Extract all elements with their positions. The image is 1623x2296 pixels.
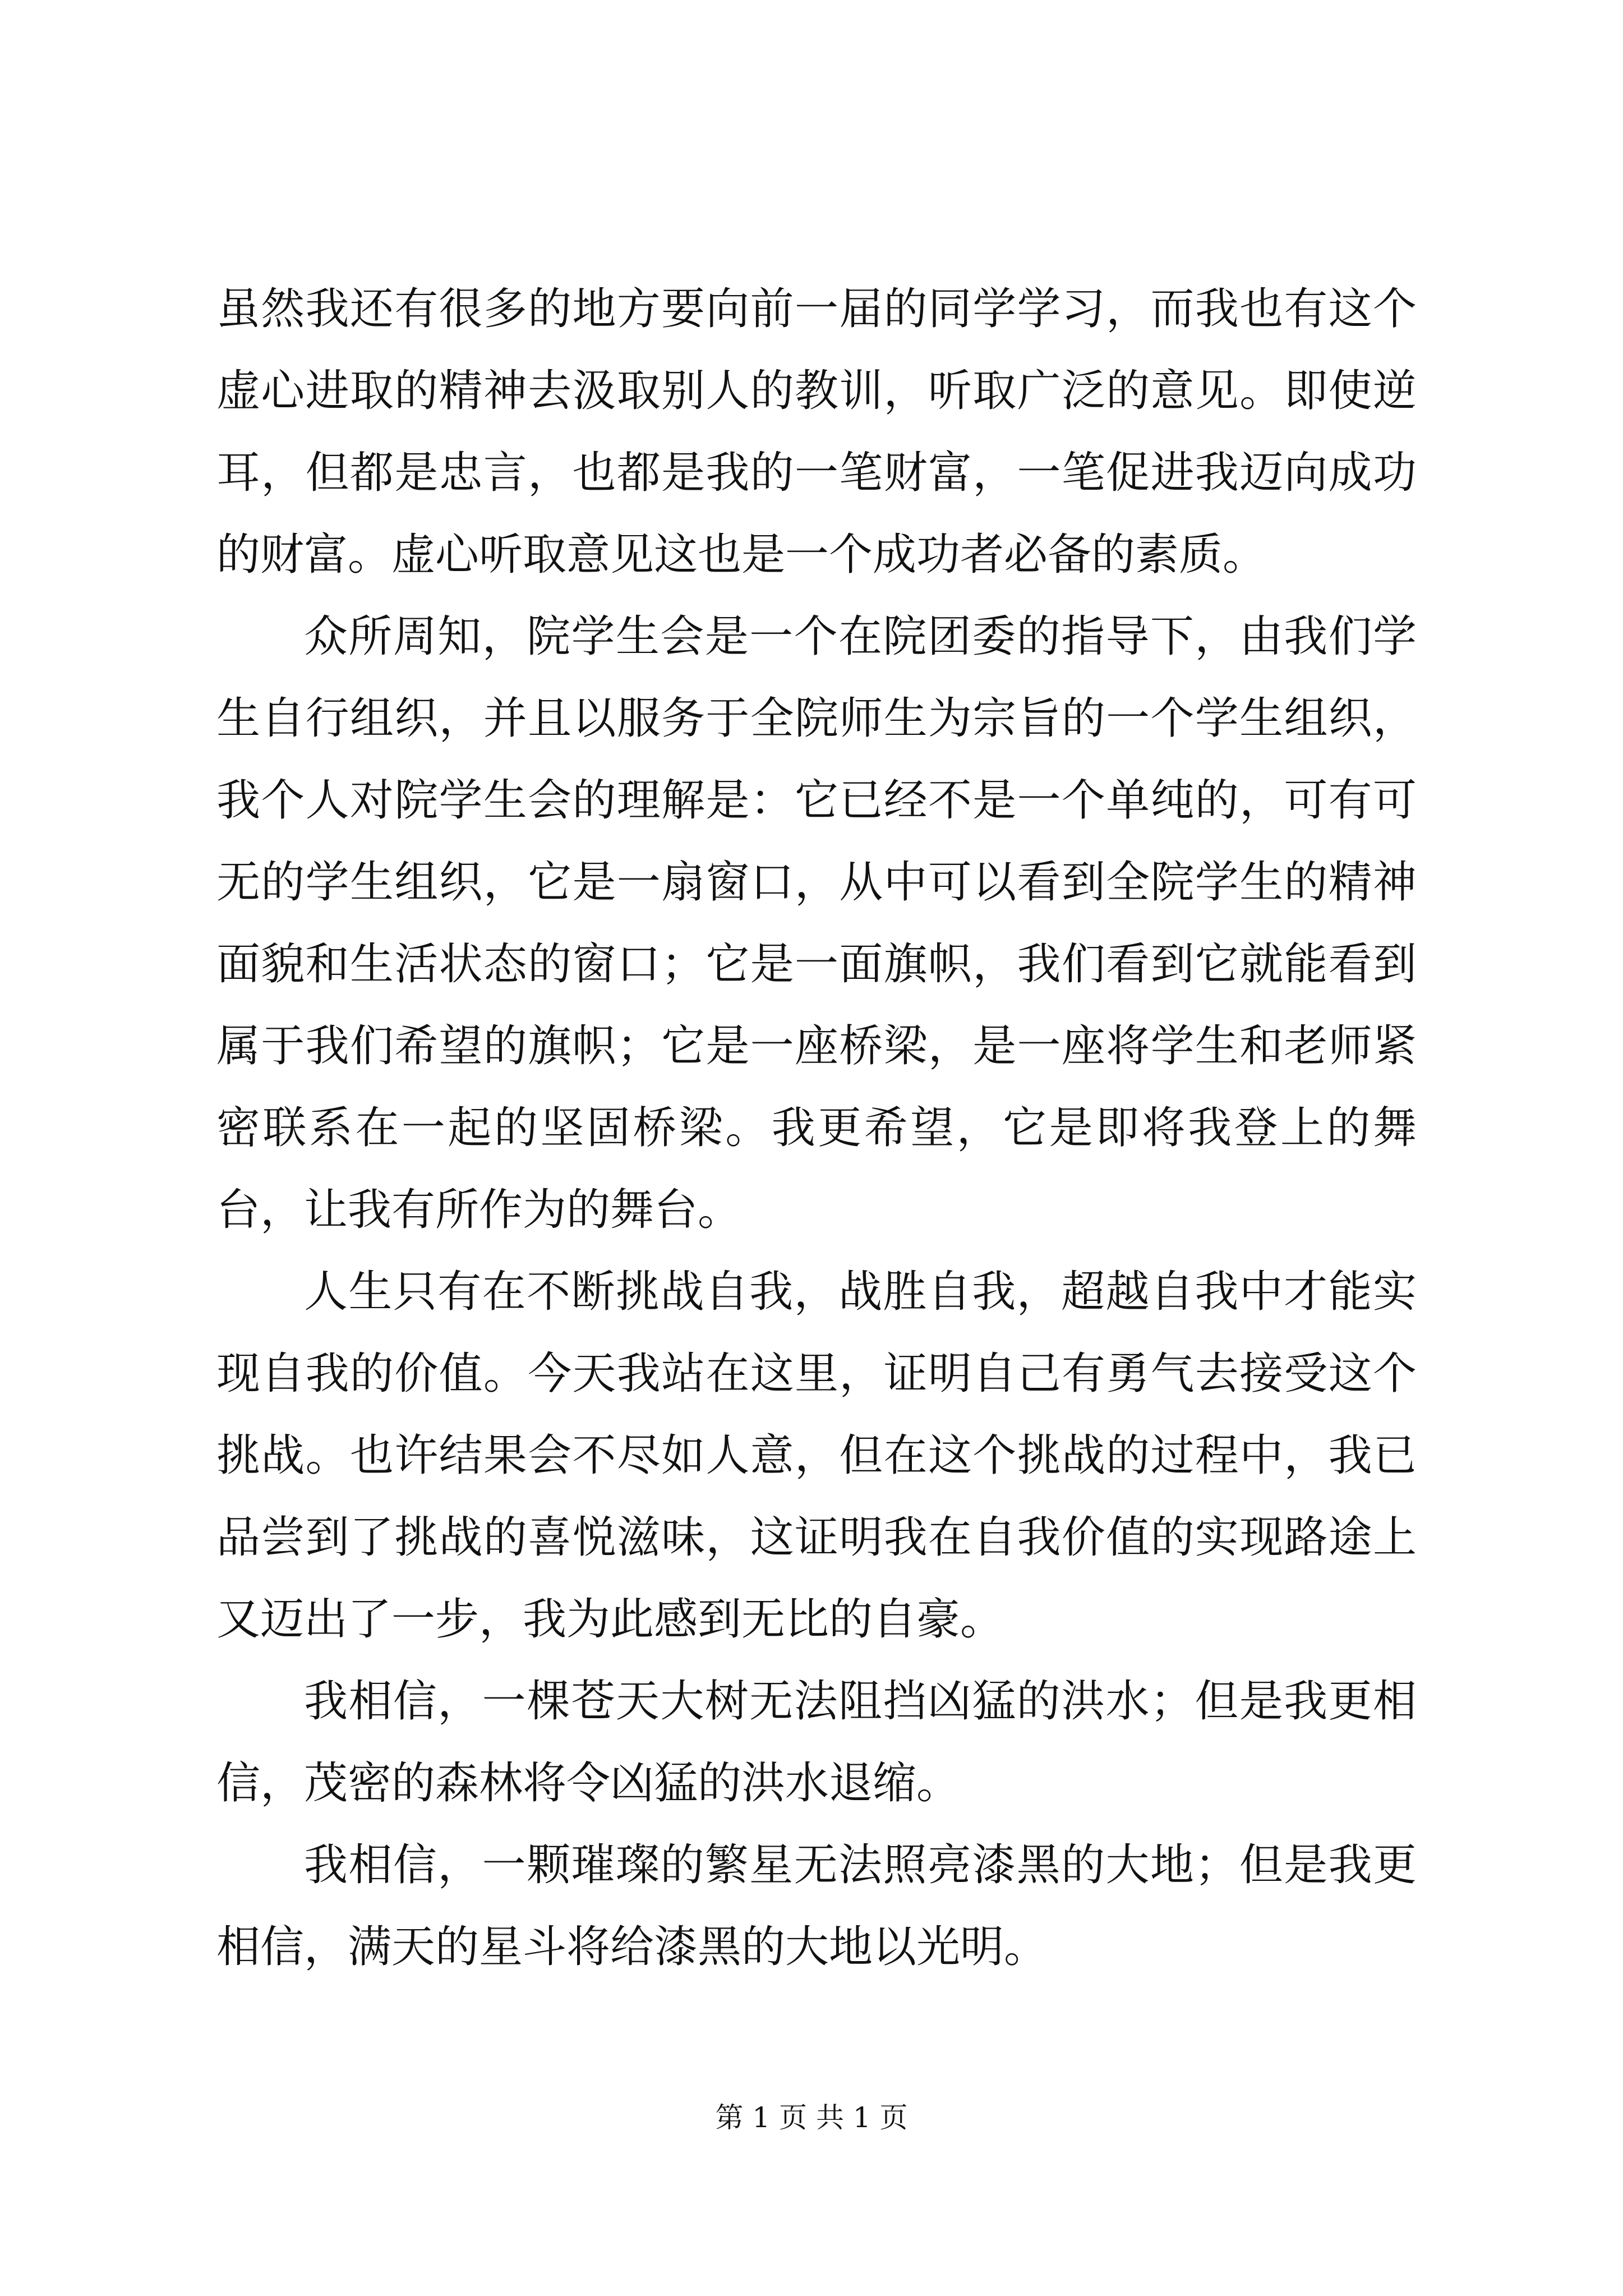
paragraph-5: 我相信，一颗璀璨的繁星无法照亮漆黑的大地；但是我更相信，满天的星斗将给漆黑的大地以光明。 (216, 1840, 1417, 1972)
paragraph-4: 我相信，一棵苍天大树无法阻挡凶猛的洪水；但是我更相信，茂密的森林将令凶猛的洪水退缩。 (216, 1676, 1417, 1809)
paragraph-1: 虽然我还有很多的地方要向前一届的同学学习，而我也有这个虚心进取的精神去汲取别人的教训，听取广泛的意见。即使逆耳，但都是忠言，也都是我的一笔财富，一笔促进我迈向成功的财富。虚心听取意见这也是一个成功者必备的素质。 (216, 284, 1417, 580)
body-text (216, 268, 1417, 1988)
paragraph-3: 人生只有在不断挑战自我，战胜自我，超越自我中才能实现自我的价值。今天我站在这里，证明自己有勇气去接受这个挑战。也许结果会不尽如人意，但在这个挑战的过程中，我已品尝到了挑战的喜悦滋味，这证明我在自我价值的实现路途上又迈出了一步，我为此感到无比的自豪。 (216, 1267, 1417, 1645)
page-footer: 第 1 页 共 1 页 (715, 2101, 908, 2134)
paragraph-2: 众所周知，院学生会是一个在院团委的指导下，由我们学生自行组织，并且以服务于全院师生为宗旨的一个学生组织，我个人对院学生会的理解是：它已经不是一个单纯的，可有可无的学生组织，它是一扇窗口，从中可以看到全院学生的精神面貌和生活状态的窗口；它是一面旗帜，我们看到它就能看到属于我们希望的旗帜；它是一座桥梁，是一座将学生和老师紧密联系在一起的坚固桥梁。我更希望，它是即将我登上的舞台，让我有所作为的舞台。 (216, 611, 1417, 1235)
